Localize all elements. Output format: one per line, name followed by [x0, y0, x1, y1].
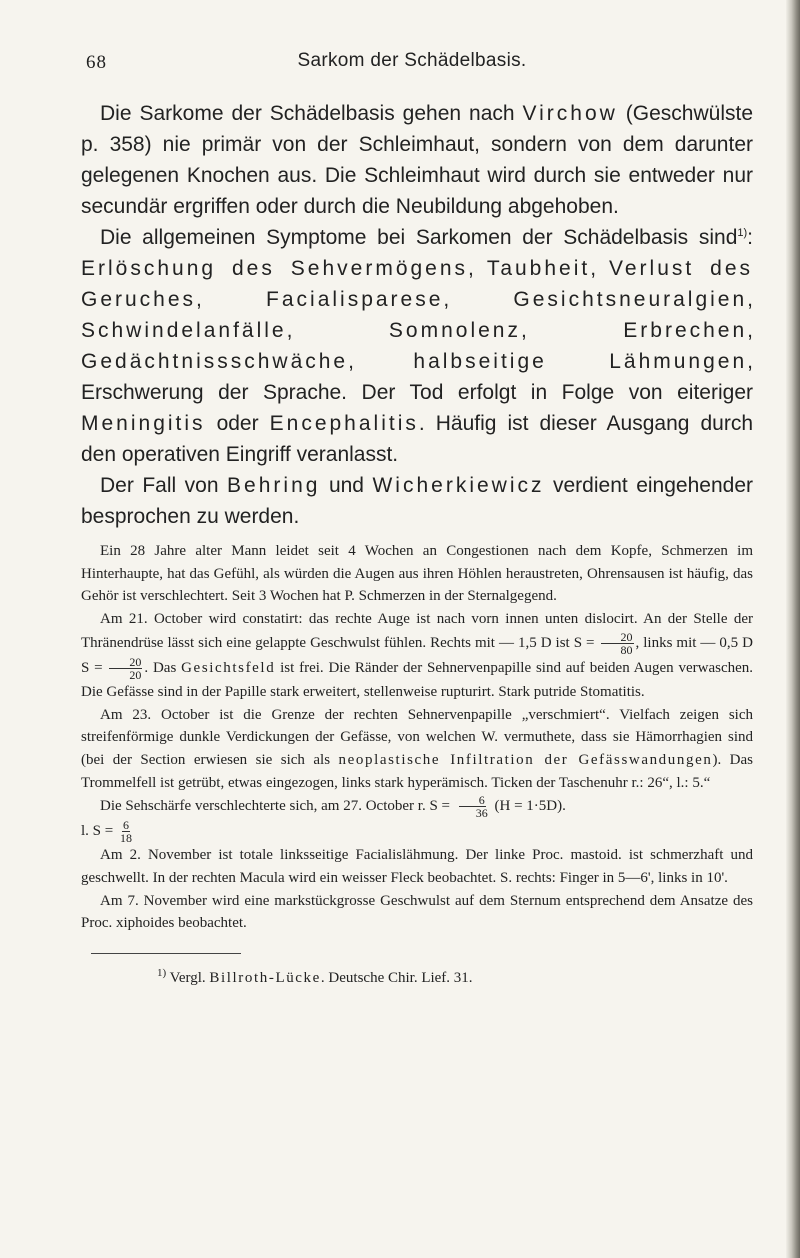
case-oct-27: Die Sehschärfe verschlechterte sich, am 27. October r. S = $\frac{6}{36}$ (H = 1·5D).	[100, 793, 566, 821]
fraction-left-acuity: $\frac{20}{20}$	[109, 656, 142, 681]
fraction-right-acuity: $\frac{20}{80}$	[601, 631, 634, 656]
footnote: $^{1)}$ Vergl. Billroth-Lücke. Deutsche Chir. Lief. 31.	[157, 967, 473, 987]
fraction-right-acuity-oct27: $\frac{6}{36}$	[456, 794, 489, 819]
page-binding-edge	[786, 0, 800, 1258]
running-title: Sarkom der Schädelbasis.	[297, 50, 527, 71]
case-oct-27-left: l. S = $\frac{6}{18}$	[81, 818, 132, 846]
fraction-left-acuity-oct27: $\frac{6}{18}$	[119, 818, 132, 846]
footnote-rule	[91, 953, 241, 954]
paragraph-symptoms: Die allgemeinen Symptome bei Sarkomen der Schädelbasis sind$^{1)}$: Erlöschung des Sehvermögens, Taubheit, Verlust des Geruches, Facialisparese, Gesichtsneuralgien, Schwindelanfälle, Somnolenz, Erbrechen, Gedächtnissschwäche, halbseitige Lähmungen, Erschwerung der Sprache. Der Tod erfolgt in Folge von eiteriger Meningitis oder Encephalitis. Häufig ist dieser Ausgang durch den operativen Eingriff veranlasst.	[81, 226, 754, 466]
paragraph-virchow: Die Sarkome der Schädelbasis gehen nach Virchow (Geschwülste p. 358) nie primär von der Schleimhaut, sondern von dem darunter gelegenen Knochen aus. Die Schleimhaut wird durch sie entweder nur secundär ergriffen oder durch die Neubildung abgehoben.	[81, 102, 753, 218]
case-nov-2: Am 2. November ist totale linksseitige Facialislähmung. Der linke Proc. mastoid. ist schmerzhaft und geschwellt. In der rechten Macula wird ein weisser Fleck beobachtet. S. rechts: Finger in 5—6', links in 10'.	[81, 847, 753, 887]
paragraph-case-intro: Der Fall von Behring und Wicherkiewicz verdient eingehender besprochen zu werden.	[81, 474, 753, 528]
case-oct-23: Am 23. October ist die Grenze der rechten Sehnervenpapille „verschmiert“. Vielfach zeigen sich streifenförmige dunkle Verdickungen der Gefässe, von welchen W. vermuthete, dass sie Hämorrhagien sind (bei der Section erwiesen sie sich als neoplastische Infiltration der Gefässwandungen). Das Trommelfell ist getrübt, etwas eingezogen, links stark hyperämisch. Ticken der Taschenuhr r.: 26“, l.: 5.“	[81, 706, 753, 791]
author-behring: Behring	[227, 474, 321, 497]
page-header	[0, 50, 800, 76]
page-number: 68	[86, 52, 107, 73]
author-virchow: Virchow	[522, 102, 618, 125]
author-wicherkiewicz: Wicherkiewicz	[372, 474, 545, 497]
footnote-mark: 1)	[737, 227, 748, 239]
case-oct-21: Am 21. October wird constatirt: das rechte Auge ist nach vorn innen unten dislocirt. An der Stelle der Thränendrüse lässt sich eine gelappte Geschwulst fühlen. Rechts mit — 1,5 D ist S = $\frac{20}{80}$ , links mit — 0,5 D S = $\frac{20}{20}$ . Das Gesichtsfeld ist frei. Die Ränder der Sehnervenpapille sind auf beiden Augen verwaschen. Die Gefässe sind in der Papille stark erweitert, stellenweise rupturirt. Stark putride Stomatitis.	[81, 611, 754, 700]
case-nov-7: Am 7. November wird eine markstückgrosse Geschwulst auf dem Sternum entsprechend dem Ansatze des Proc. xiphoides beobachtet.	[81, 892, 753, 932]
page-body	[81, 98, 753, 988]
author-billroth-luecke: Billroth-Lücke	[209, 970, 321, 987]
case-history: Ein 28 Jahre alter Mann leidet seit 4 Wochen an Congestionen nach dem Kopfe, Schmerzen im Hinterhaupte, hat das Gefühl, als würden die Augen aus ihren Höhlen heraustreten, Ohrensausen ist häufig, das Gehör ist verschlechtert. Seit 3 Wochen hat P. Schmerzen in der Sternalgegend.	[81, 543, 753, 605]
